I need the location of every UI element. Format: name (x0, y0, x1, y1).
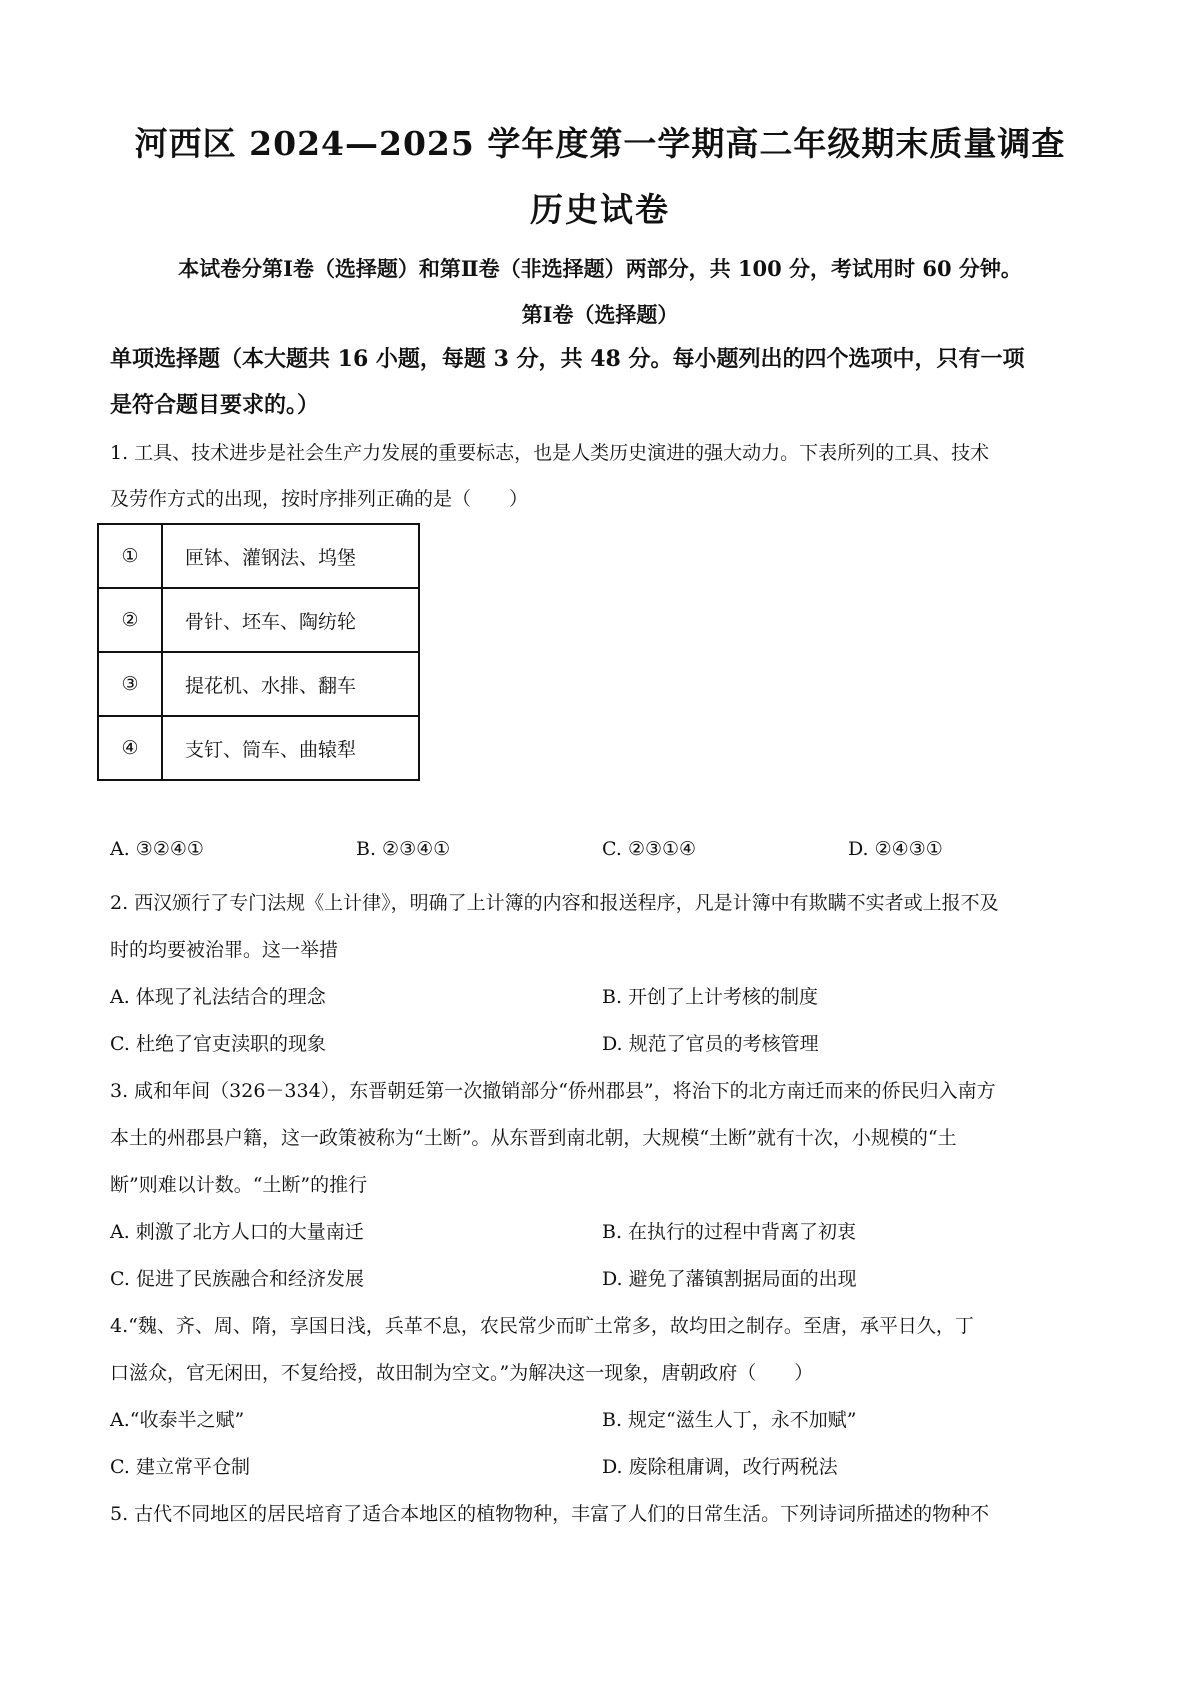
q1-table (97, 523, 420, 781)
instructions-line-2: 是符合题目要求的。） (110, 392, 320, 418)
q2-stem-line-1: 2. 西汉颁行了专门法规《上计律》，明确了上计簿的内容和报送程序，凡是计簿中有欺瞒不实者或上报不及 (110, 892, 999, 914)
q3-option-d[interactable]: D. 避免了藩镇割据局面的出现 (602, 1268, 857, 1290)
table-cell-text: 骨针、坯车、陶纺轮 (162, 588, 419, 652)
q4-stem-line-1: 4.“魏、齐、周、隋，享国日浅，兵革不息，农民常少而旷土常多，故均田之制存。至唐，承平日久，丁 (110, 1315, 974, 1337)
table-row (98, 588, 419, 652)
q1-option-a[interactable]: A. ③②④① (110, 838, 204, 860)
table-cell-num: ② (98, 588, 162, 652)
exam-subtitle: 历史试卷 (530, 190, 670, 229)
table-cell-num: ④ (98, 716, 162, 780)
q1-stem-line-2: 及劳作方式的出现，按时序排列正确的是（ ） (110, 488, 529, 510)
q3-option-a[interactable]: A. 刺激了北方人口的大量南迁 (110, 1221, 364, 1243)
table-cell-text: 支钉、筒车、曲辕犁 (162, 716, 419, 780)
instructions-line-1: 单项选择题（本大题共 16 小题，每题 3 分，共 48 分。每小题列出的四个选项中，只有一项 (110, 346, 1025, 372)
q2-option-c[interactable]: C. 杜绝了官吏渎职的现象 (110, 1033, 326, 1055)
q2-stem-line-2: 时的均要被治罪。这一举措 (110, 939, 339, 961)
q3-stem-line-2: 本土的州郡县户籍，这一政策被称为“土断”。从东晋到南北朝，大规模“土断”就有十次，小规模的“土 (110, 1127, 957, 1149)
q3-option-c[interactable]: C. 促进了民族融合和经济发展 (110, 1268, 364, 1290)
q2-option-d[interactable]: D. 规范了官员的考核管理 (602, 1033, 819, 1055)
table-row (98, 652, 419, 716)
q1-stem-line-1: 1. 工具、技术进步是社会生产力发展的重要标志，也是人类历史演进的强大动力。下表所列的工具、技术 (110, 442, 990, 464)
q3-option-b[interactable]: B. 在执行的过程中背离了初衷 (602, 1221, 857, 1243)
q1-option-b[interactable]: B. ②③④① (356, 838, 451, 860)
table-row (98, 524, 419, 588)
q4-stem-line-2: 口滋众，官无闲田，不复给授，故田制为空文。”为解决这一现象，唐朝政府（ ） (110, 1362, 814, 1384)
table-row (98, 716, 419, 780)
q4-option-d[interactable]: D. 废除租庸调，改行两税法 (602, 1456, 838, 1478)
q4-option-b[interactable]: B. 规定“滋生人丁，永不加赋” (602, 1409, 857, 1431)
exam-intro: 本试卷分第Ⅰ卷（选择题）和第Ⅱ卷（非选择题）两部分，共 100 分，考试用时 60 分钟。 (178, 256, 1022, 281)
q2-option-b[interactable]: B. 开创了上计考核的制度 (602, 986, 819, 1008)
q5-stem-line-1: 5. 古代不同地区的居民培育了适合本地区的植物物种，丰富了人们的日常生活。下列诗词所描述的物种不 (110, 1503, 990, 1525)
q4-option-c[interactable]: C. 建立常平仓制 (110, 1456, 250, 1478)
q3-stem-line-1: 3. 咸和年间（326－334），东晋朝廷第一次撤销部分“侨州郡县”，将治下的北方南迁而来的侨民归入南方 (110, 1080, 996, 1102)
q4-option-a[interactable]: A.“收泰半之赋” (110, 1409, 245, 1431)
table-cell-num: ③ (98, 652, 162, 716)
table-cell-text: 提花机、水排、翻车 (162, 652, 419, 716)
exam-title: 河西区 2024—2025 学年度第一学期高二年级期末质量调查 (134, 124, 1066, 163)
table-cell-num: ① (98, 524, 162, 588)
table-cell-text: 匣钵、灌钢法、坞堡 (162, 524, 419, 588)
q1-option-c[interactable]: C. ②③①④ (602, 838, 697, 860)
q1-option-d[interactable]: D. ②④③① (848, 838, 943, 860)
q2-option-a[interactable]: A. 体现了礼法结合的理念 (110, 986, 326, 1008)
q3-stem-line-3: 断”则难以计数。“土断”的推行 (110, 1174, 368, 1196)
section-heading: 第Ⅰ卷（选择题） (521, 302, 679, 327)
